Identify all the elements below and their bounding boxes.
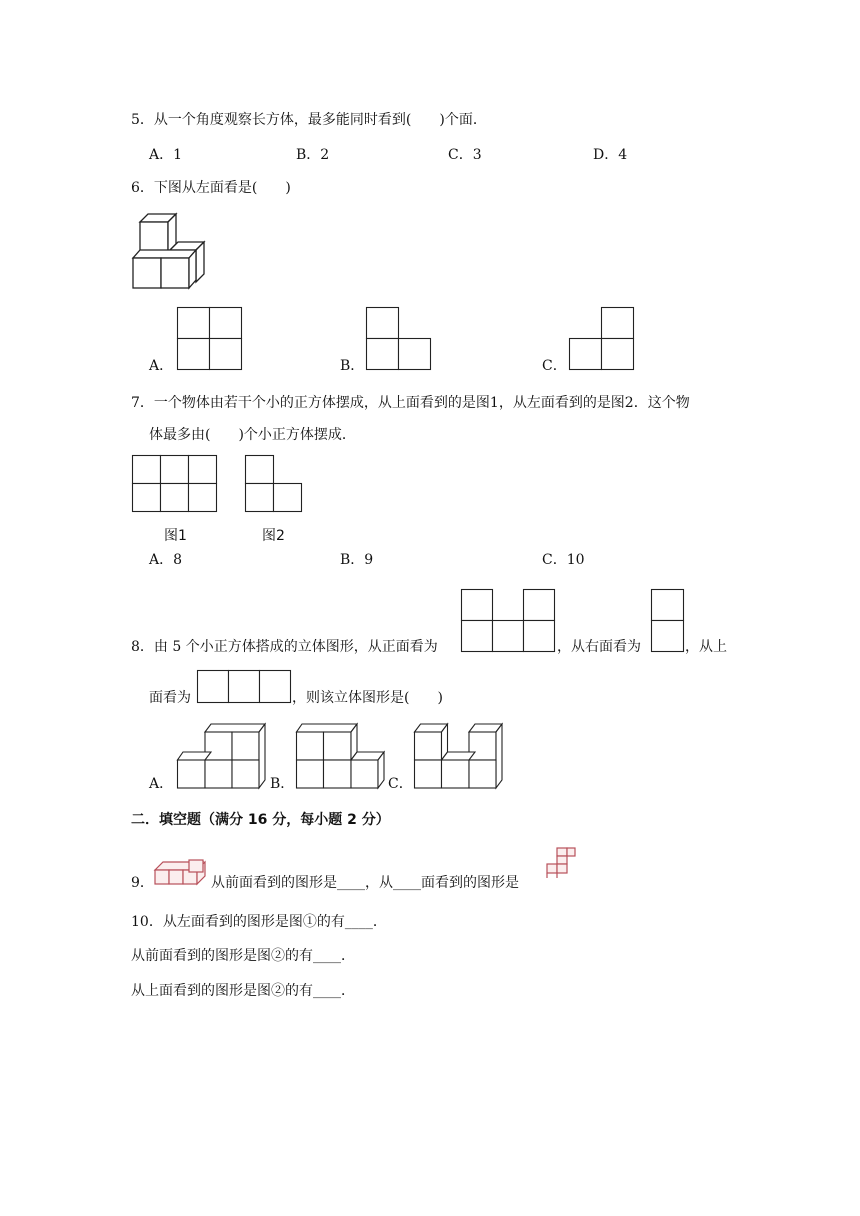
q7-option-b[interactable]: B．9 <box>340 552 374 568</box>
q6-option-c[interactable]: C． <box>542 358 567 374</box>
q7-stem-line1: 7．一个物体由若干个小的正方体摆成，从上面看到的是图1，从左面看到的是图2．这个物 <box>131 395 690 411</box>
q5-option-a[interactable]: A．1 <box>149 147 183 163</box>
q10-line2: 从前面看到的图形是图②的有____． <box>131 948 355 964</box>
q7-figure-2 <box>245 455 305 515</box>
q10-line3: 从上面看到的图形是图②的有____． <box>131 983 355 999</box>
q9-view-figure <box>543 846 577 880</box>
q8-front-view <box>461 589 557 655</box>
q7-figure-1 <box>132 455 220 515</box>
q7-fig2-label: 图2 <box>262 528 285 544</box>
q7-stem-line2: 体最多由( )个小正方体摆成． <box>149 427 356 443</box>
q10-line1: 10．从左面看到的图形是图①的有____． <box>131 914 387 930</box>
q6-cube-figure <box>128 210 208 290</box>
q8-top-view <box>197 670 293 706</box>
q6-stem: 6．下图从左面看是( ) <box>131 180 291 196</box>
q9-number: 9． <box>131 875 154 891</box>
q8-stem-part4: 面看为 <box>149 690 191 706</box>
q6-option-a-figure <box>177 307 243 371</box>
q8-stem-part2: ，从右面看为 <box>557 639 641 655</box>
q9-text: 从前面看到的图形是____，从____面看到的图形是 <box>211 875 519 891</box>
q8-option-b[interactable]: B． <box>270 776 295 792</box>
q8-option-c[interactable]: C． <box>388 776 413 792</box>
q7-fig1-label: 图1 <box>164 528 187 544</box>
q9-cube-figure <box>153 858 209 888</box>
q8-option-b-figure <box>296 722 388 790</box>
q8-stem-part1: 8．由 5 个小正方体搭成的立体图形，从正面看为 <box>131 639 438 655</box>
q5-stem: 5．从一个角度观察长方体，最多能同时看到( )个面． <box>131 112 487 128</box>
q6-option-c-figure <box>569 307 635 371</box>
q5-option-b[interactable]: B．2 <box>296 147 330 163</box>
q8-option-a[interactable]: A． <box>149 776 174 792</box>
q8-stem-part3: ，从上 <box>685 639 727 655</box>
q6-option-b-figure <box>366 307 432 371</box>
q5-option-d[interactable]: D．4 <box>593 147 628 163</box>
q6-option-b[interactable]: B． <box>340 358 365 374</box>
q7-option-c[interactable]: C．10 <box>542 552 585 568</box>
q8-stem-part5: ，则该立体图形是( ) <box>292 690 443 706</box>
q5-option-c[interactable]: C．3 <box>448 147 482 163</box>
q8-right-view <box>651 589 687 655</box>
section-2-heading: 二．填空题（满分 16 分，每小题 2 分） <box>131 812 390 828</box>
q7-option-a[interactable]: A．8 <box>149 552 183 568</box>
q8-option-a-figure <box>177 722 269 790</box>
q8-option-c-figure <box>414 722 506 790</box>
q6-option-a[interactable]: A． <box>149 358 174 374</box>
